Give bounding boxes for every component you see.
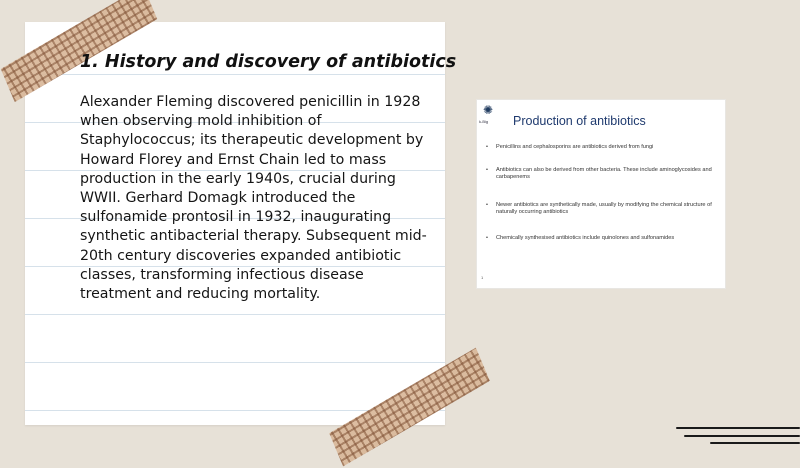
decorative-line <box>676 427 800 429</box>
history-paragraph: Alexander Fleming discovered penicillin in 1928 when observing mold inhibition of Staphylococcus; its therapeutic development by Howard Florey and Ernst Chain led to mass production in the early 1940s, crucial during WWII. Gerhard Domagk introduced the sulfonamide prontosil in 1932, inaugurating synthetic antibacterial therapy. Subsequent mid-20th century discoveries expanded antibiotic classes, transforming infectious disease treatment and reducing mortality. <box>80 94 427 303</box>
embedded-slide-image <box>477 100 725 288</box>
slide-page-number: 1 <box>481 275 484 280</box>
list-item: • Antibiotics can also be derived from other bacteria. These include aminoglycosides and carbapenems <box>486 167 712 180</box>
list-item: • Chemically synthesised antibiotics include quinolones and sulfonamides <box>486 235 675 241</box>
list-item: • Penicillins and cephalosporins are antibiotics derived from fungi <box>486 144 654 150</box>
gear-flower-icon: ✺ <box>482 103 494 117</box>
bullet-text: Antibiotics can also be derived from other bacteria. These include aminoglycosides and carbapenems <box>496 167 712 180</box>
bullet-text: Chemically synthesised antibiotics include quinolones and sulfonamides <box>496 235 675 241</box>
slide-title: Production of antibiotics <box>513 114 646 128</box>
decorative-line <box>684 435 800 437</box>
decorative-line <box>710 442 800 444</box>
bullet-text: Newer antibiotics are synthetically made, usually by modifying the chemical structure of naturally occurring antibiotics <box>496 202 712 215</box>
logo-text: k-Big <box>479 119 489 124</box>
section-title: 1. History and discovery of antibiotics <box>80 52 457 72</box>
bullet-text: Penicillins and cephalosporins are antibiotics derived from fungi <box>496 144 654 150</box>
list-item: • Newer antibiotics are synthetically made, usually by modifying the chemical structure of naturally occurring antibiotics <box>486 202 712 215</box>
